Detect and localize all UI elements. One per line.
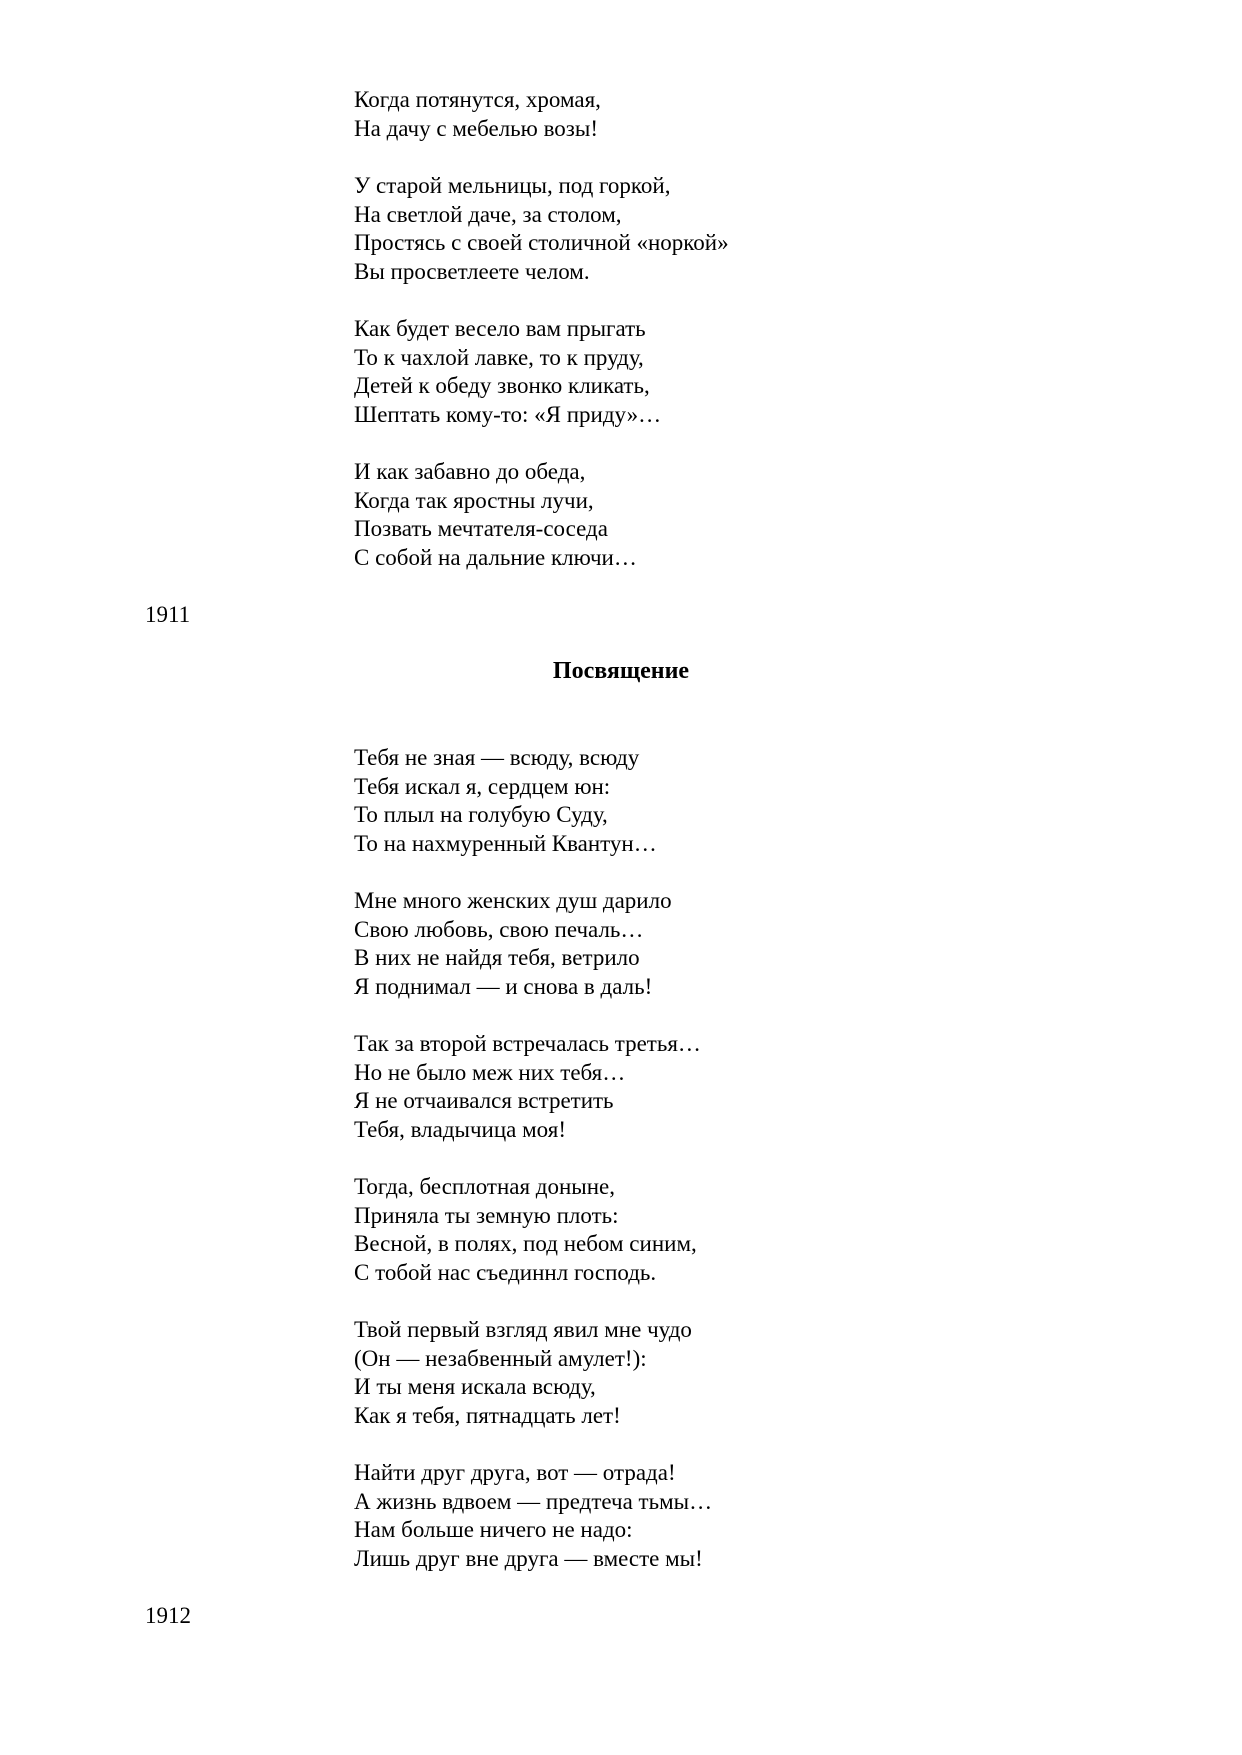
poem-line: Когда так яростны лучи,: [354, 487, 594, 513]
poem2-date: 1912: [145, 1603, 191, 1628]
poem-line: С собой на дальние ключи…: [354, 544, 637, 570]
poem1-stanza-4: [354, 458, 637, 572]
poem2-stanza-6: [354, 1459, 712, 1573]
poem-line: Тебя искал я, сердцем юн:: [354, 773, 611, 799]
poem-line: У старой мельницы, под горкой,: [354, 173, 671, 198]
poem-line: Шептать кому-то: «Я приду»…: [354, 401, 662, 427]
poem-line: Как будет весело вам прыгать: [354, 316, 646, 341]
poem-line: В них не найдя тебя, ветрило: [354, 945, 640, 970]
poem-line: То плыл на голубую Суду,: [354, 802, 608, 827]
poem-line: Позвать мечтателя-соседа: [354, 516, 608, 541]
poem-line: То к чахлой лавке, то к пруду,: [354, 344, 644, 370]
poem-line: То на нахмуренный Квантун…: [354, 830, 657, 856]
poem-line: Простясь с своей столичной «норкой»: [354, 230, 729, 255]
poem2-stanza-1: [354, 744, 657, 858]
poem-line: Но не было меж них тебя…: [354, 1059, 626, 1085]
poem1-stanza-2: [354, 172, 729, 286]
poem-line: Весной, в полях, под небом синим,: [354, 1231, 697, 1256]
poem-line: Тогда, бесплотная доныне,: [354, 1174, 616, 1199]
poem1-date: 1911: [145, 602, 191, 627]
poem-line: Мне много женских душ дарило: [354, 888, 672, 913]
poem-line: Тебя не зная — всюду, всюду: [354, 745, 640, 770]
poem-line: Я поднимал — и снова в даль!: [354, 973, 653, 999]
poem2-stanza-4: [354, 1173, 697, 1287]
poem1-stanza-1: [354, 86, 601, 143]
poem-line: На светлой даче, за столом,: [354, 201, 622, 227]
poem-line: Лишь друг вне друга — вместе мы!: [354, 1545, 703, 1571]
poem-line: (Он — незабвенный амулет!):: [354, 1345, 647, 1371]
poem2-stanza-3: [354, 1030, 701, 1144]
poem-line: Нам больше ничего не надо:: [354, 1517, 633, 1542]
poem-line: И ты меня искала всюду,: [354, 1374, 596, 1399]
poem-line: Найти друг друга, вот — отрада!: [354, 1460, 676, 1485]
poem-line: На дачу с мебелью возы!: [354, 115, 599, 141]
poem1-stanza-3: [354, 315, 661, 429]
poem-line: Твой первый взгляд явил мне чудо: [354, 1317, 692, 1342]
poem-line: Вы просветлеете челом.: [354, 258, 590, 284]
poem-line: И как забавно до обеда,: [354, 459, 586, 484]
poem-line: С тобой нас съединнл господь.: [354, 1259, 657, 1285]
poem-line: Детей к обеду звонко кликать,: [354, 373, 650, 398]
poem-line: Так за второй встречалась третья…: [354, 1031, 701, 1056]
poem2-stanza-2: [354, 887, 672, 1001]
poem-line: Как я тебя, пятнадцать лет!: [354, 1402, 621, 1428]
poem-line: Приняла ты земную плоть:: [354, 1202, 619, 1228]
poem2-title: Посвящение: [552, 658, 690, 684]
poem-line: Свою любовь, свою печаль…: [354, 916, 644, 942]
poem-line: Когда потянутся, хромая,: [354, 87, 601, 112]
poem-line: Тебя, владычица моя!: [354, 1116, 566, 1142]
poem-line: Я не отчаивался встретить: [354, 1088, 614, 1113]
poem-line: А жизнь вдвоем — предтеча тьмы…: [354, 1488, 713, 1514]
poem2-stanza-5: [354, 1316, 692, 1430]
